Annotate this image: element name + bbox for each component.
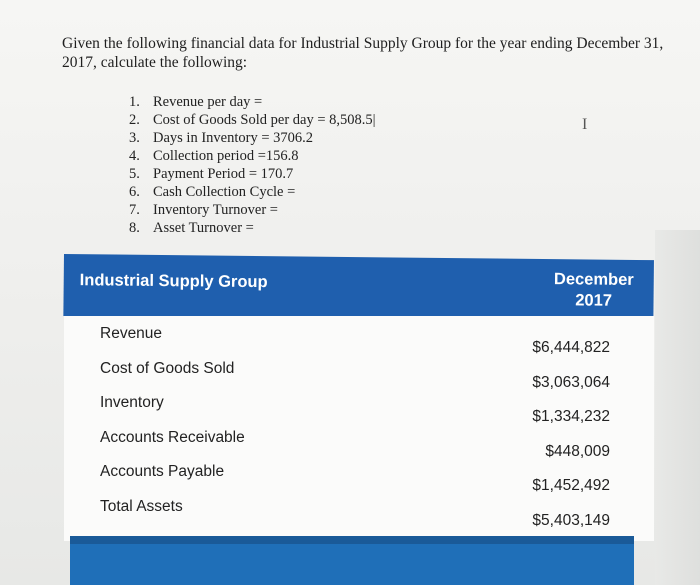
row-label: Cost of Goods Sold [100, 359, 235, 377]
item-number: 5. [129, 166, 140, 182]
row-labels [100, 324, 245, 531]
row-value: $1,334,232 [532, 408, 610, 425]
calculation-list [129, 93, 376, 237]
item-text: Revenue per day = [153, 94, 263, 110]
company-name: Industrial Supply Group [79, 271, 268, 292]
list-item [129, 183, 376, 201]
item-number: 8. [129, 220, 140, 236]
question-text: Given the following financial data for Industrial Supply Group for the year ending December 31, 2017, calculate the following: [62, 35, 664, 71]
row-value: $3,063,064 [532, 373, 610, 391]
item-text: Collection period =156.8 [153, 148, 299, 164]
item-number: 6. [129, 184, 140, 200]
list-item [129, 147, 376, 165]
period-month: December [553, 270, 634, 289]
item-number: 7. [129, 202, 140, 218]
list-item [129, 93, 376, 111]
row-label: Total Assets [100, 497, 183, 515]
row-label: Accounts Receivable [100, 428, 245, 446]
list-item [129, 111, 376, 129]
table-header [63, 254, 654, 322]
background-edge [655, 230, 700, 585]
period-header [554, 269, 634, 312]
text-cursor-icon: I [582, 116, 588, 133]
item-text: Cash Collection Cycle = [153, 184, 296, 200]
item-text: Cost of Goods Sold per day = 8,508.5| [153, 112, 376, 128]
item-number: 4. [129, 148, 140, 164]
row-label: Revenue [100, 325, 163, 342]
list-item [129, 201, 376, 219]
item-text: Payment Period = 170.7 [153, 166, 294, 182]
row-label: Inventory [100, 394, 164, 411]
row-value: $1,452,492 [532, 477, 610, 494]
table-footer-shadow [70, 536, 634, 544]
list-item [129, 219, 376, 237]
row-values [470, 338, 610, 545]
item-text: Inventory Turnover = [153, 202, 278, 218]
period-year: 2017 [575, 291, 613, 310]
item-number: 1. [129, 94, 140, 110]
row-value: $448,009 [545, 442, 610, 460]
item-number: 2. [129, 112, 140, 128]
row-value: $6,444,822 [532, 339, 610, 356]
row-value: $5,403,149 [532, 511, 610, 529]
list-item [129, 165, 376, 183]
item-text: Asset Turnover = [153, 220, 254, 236]
row-label: Accounts Payable [100, 463, 225, 480]
item-text: Days in Inventory = 3706.2 [153, 130, 314, 146]
list-item [129, 129, 376, 147]
item-number: 3. [129, 130, 140, 146]
